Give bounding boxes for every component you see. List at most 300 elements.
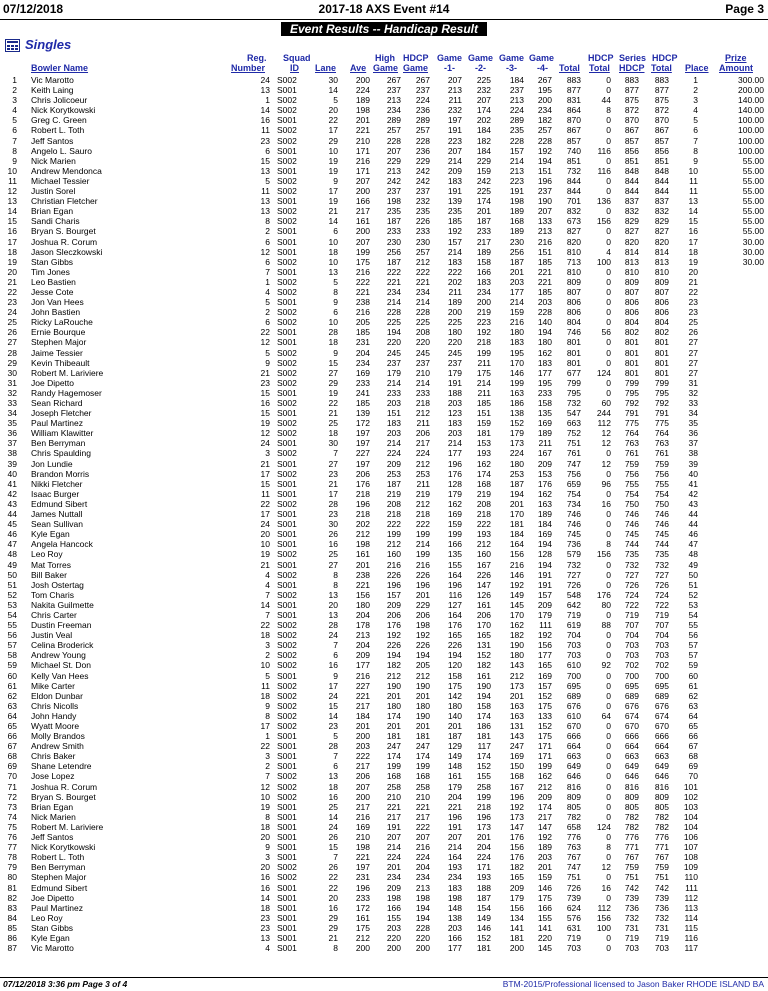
reg-number: 1 <box>265 731 270 742</box>
col-high-2: Game <box>373 63 399 73</box>
col-place: Place <box>685 63 709 73</box>
total: 659 <box>566 478 581 489</box>
game-2: 258 <box>476 781 491 792</box>
row-number: 55 <box>7 620 17 631</box>
game-1: 187 <box>447 731 462 742</box>
hdcp-grand-total: 792 <box>654 398 669 408</box>
place: 51 <box>688 579 698 590</box>
hdcp-game: 207 <box>415 832 430 843</box>
place: 8 <box>693 145 698 156</box>
series-hdcp: 806 <box>624 297 639 308</box>
game-2: 219 <box>476 307 491 318</box>
place: 113 <box>684 902 698 913</box>
total: 782 <box>566 811 581 822</box>
game-3: 289 <box>509 115 524 126</box>
game-4: 162 <box>537 347 552 358</box>
game-4: 192 <box>537 630 552 641</box>
table-row <box>0 186 768 196</box>
row-number: 83 <box>7 902 17 913</box>
squad-id: S002 <box>277 317 297 328</box>
game-1: 164 <box>447 852 462 863</box>
squad-id: S002 <box>277 620 297 631</box>
table-row <box>0 883 768 893</box>
game-4: 140 <box>537 317 552 328</box>
prize-amount: 300.00 <box>738 75 764 85</box>
hdcp-grand-total: 750 <box>654 498 669 509</box>
place: 37 <box>688 438 698 449</box>
hdcp-game: 222 <box>415 266 430 277</box>
hdcp-total: 116 <box>597 165 611 176</box>
game-1: 211 <box>448 95 462 106</box>
hdcp-game: 226 <box>415 569 430 580</box>
game-3: 187 <box>509 478 524 489</box>
total: 804 <box>566 317 581 328</box>
game-2: 202 <box>476 115 491 126</box>
total: 827 <box>566 226 581 237</box>
row-number: 72 <box>7 791 17 802</box>
game-1: 180 <box>447 327 462 338</box>
table-row <box>0 943 768 953</box>
squad-id: S002 <box>277 589 297 600</box>
lane: 19 <box>328 387 338 398</box>
report-title: Event Results -- Handicap Result <box>281 22 487 36</box>
series-hdcp: 750 <box>624 498 639 509</box>
high-game: 217 <box>386 811 401 822</box>
lane: 30 <box>328 519 338 530</box>
game-3: 216 <box>509 559 524 570</box>
squad-id: S001 <box>277 509 297 520</box>
prize-amount: 30.00 <box>742 256 764 267</box>
series-hdcp: 801 <box>624 337 639 348</box>
prize-amount: 100.00 <box>738 125 764 136</box>
hdcp-total: 0 <box>606 206 611 217</box>
game-1: 183 <box>447 882 462 893</box>
hdcp-grand-total: 848 <box>654 165 669 176</box>
bowler-name: Keith Laing <box>31 85 74 96</box>
hdcp-total: 16 <box>601 498 611 509</box>
series-hdcp: 759 <box>624 458 639 469</box>
table-row <box>0 307 768 317</box>
hdcp-grand-total: 731 <box>654 922 669 933</box>
lane: 18 <box>328 781 338 792</box>
reg-number: 9 <box>265 700 270 711</box>
place: 109 <box>683 862 698 873</box>
squad-id: S001 <box>277 145 297 156</box>
series-hdcp: 727 <box>624 569 639 580</box>
total: 816 <box>566 781 581 792</box>
total: 719 <box>566 932 581 943</box>
hdcp-game: 229 <box>415 155 430 166</box>
table-row <box>0 852 768 862</box>
game-1: 177 <box>447 448 462 459</box>
hdcp-total: 0 <box>606 943 611 954</box>
squad-id: S002 <box>277 468 297 479</box>
series-hdcp: 801 <box>624 367 639 378</box>
game-2: 147 <box>476 579 491 590</box>
game-2: 193 <box>476 529 491 540</box>
average: 172 <box>355 418 370 429</box>
lane: 24 <box>328 690 338 701</box>
total: 713 <box>566 256 581 267</box>
reg-number: 8 <box>265 710 270 721</box>
place: 2 <box>693 85 698 96</box>
game-2: 222 <box>476 519 491 530</box>
bowler-name: Jon Lundie <box>31 458 73 469</box>
hdcp-total: 12 <box>601 428 611 439</box>
game-2: 225 <box>476 186 491 197</box>
row-number: 16 <box>7 226 17 237</box>
bowler-name: Eldon Dunbar <box>31 690 83 701</box>
table-row <box>0 479 768 489</box>
place: 59 <box>688 660 698 671</box>
game-1: 194 <box>447 650 462 661</box>
table-row <box>0 671 768 681</box>
place: 47 <box>688 539 698 550</box>
game-4: 195 <box>537 85 552 96</box>
average: 207 <box>355 175 370 186</box>
place: 114 <box>684 912 698 923</box>
place: 106 <box>683 832 698 843</box>
average: 218 <box>355 488 370 499</box>
row-number: 3 <box>12 95 17 106</box>
reg-number: 1 <box>265 276 270 287</box>
game-3: 177 <box>509 286 524 297</box>
game-4: 167 <box>537 448 552 459</box>
table-row <box>0 499 768 509</box>
hdcp-game: 220 <box>415 337 430 348</box>
average: 231 <box>355 872 370 883</box>
hdcp-total: 0 <box>606 801 611 812</box>
game-4: 171 <box>537 751 552 762</box>
game-1: 148 <box>447 902 462 913</box>
game-3: 176 <box>509 852 524 863</box>
high-game: 194 <box>386 327 401 338</box>
game-2: 174 <box>476 196 491 207</box>
lane: 14 <box>328 710 338 721</box>
hdcp-game: 211 <box>416 418 430 429</box>
hdcp-total: 0 <box>606 448 611 459</box>
high-game: 214 <box>386 438 401 449</box>
average: 227 <box>355 448 370 459</box>
col-bowler-name: Bowler Name <box>31 63 89 73</box>
squad-id: S002 <box>277 700 297 711</box>
high-game: 237 <box>386 186 401 197</box>
hdcp-total: 12 <box>601 862 611 873</box>
game-1: 148 <box>447 761 462 772</box>
reg-number: 10 <box>260 539 270 550</box>
squad-id: S001 <box>277 599 297 610</box>
average: 231 <box>355 337 370 348</box>
lane: 14 <box>328 85 338 96</box>
game-3: 201 <box>509 266 524 277</box>
table-row <box>0 297 768 307</box>
series-hdcp: 805 <box>624 801 639 812</box>
hdcp-total: 136 <box>596 196 611 207</box>
high-game: 209 <box>386 599 401 610</box>
average: 198 <box>355 539 370 550</box>
bowler-name: Stan Gibbs <box>31 256 74 267</box>
squad-id: S002 <box>277 791 297 802</box>
game-2: 182 <box>476 660 491 671</box>
reg-number: 2 <box>265 650 270 661</box>
high-game: 198 <box>386 892 401 903</box>
high-game: 267 <box>386 75 401 85</box>
total: 732 <box>566 165 581 176</box>
game-2: 226 <box>476 569 491 580</box>
game-1: 129 <box>447 741 462 752</box>
hdcp-game: 213 <box>415 882 430 893</box>
high-game: 237 <box>386 85 401 96</box>
hdcp-total: 0 <box>606 317 611 328</box>
table-row <box>0 337 768 347</box>
place: 6 <box>693 125 698 136</box>
hdcp-grand-total: 814 <box>654 246 669 257</box>
hdcp-total: 0 <box>606 266 611 277</box>
hdcp-grand-total: 804 <box>654 317 669 328</box>
series-hdcp: 736 <box>624 902 639 913</box>
game-3: 150 <box>509 761 524 772</box>
game-4: 196 <box>537 175 552 186</box>
table-row <box>0 75 768 85</box>
hdcp-grand-total: 829 <box>654 216 669 227</box>
table-row <box>0 438 768 448</box>
total: 747 <box>566 862 581 873</box>
row-number: 69 <box>7 761 17 772</box>
hdcp-grand-total: 676 <box>654 700 669 711</box>
squad-id: S001 <box>277 478 297 489</box>
table-row <box>0 257 768 267</box>
bowler-name: Nick Marien <box>31 811 76 822</box>
table-row <box>0 85 768 95</box>
high-game: 213 <box>386 95 401 106</box>
reg-number: 8 <box>265 216 270 227</box>
place: 31 <box>688 377 698 388</box>
bowler-name: Kevin Thibeault <box>31 357 90 368</box>
game-3: 159 <box>509 307 524 318</box>
hdcp-grand-total: 703 <box>654 943 669 954</box>
series-hdcp: 764 <box>624 428 639 439</box>
place: 55 <box>688 620 698 631</box>
high-game: 198 <box>386 196 401 207</box>
hdcp-grand-total: 877 <box>654 85 669 96</box>
hdcp-total: 0 <box>606 307 611 318</box>
average: 221 <box>355 125 370 136</box>
squad-id: S001 <box>277 529 297 540</box>
squad-id: S002 <box>277 206 297 217</box>
footer-divider <box>0 977 768 978</box>
squad-id: S002 <box>277 377 297 388</box>
hdcp-grand-total: 670 <box>654 721 669 731</box>
bowler-name: Paul Martinez <box>31 418 83 429</box>
hdcp-game: 206 <box>415 609 430 620</box>
table-row <box>0 156 768 166</box>
hdcp-game: 229 <box>415 599 430 610</box>
series-hdcp: 703 <box>624 650 639 661</box>
squad-id: S001 <box>277 811 297 822</box>
reg-number: 18 <box>260 630 270 641</box>
bowler-name: Dustin Freeman <box>31 620 92 631</box>
table-row <box>0 660 768 670</box>
average: 210 <box>355 135 370 146</box>
hdcp-total: 0 <box>606 337 611 348</box>
place: 17 <box>688 236 698 247</box>
bowler-name: Chris Jolicoeur <box>31 95 88 106</box>
hdcp-grand-total: 724 <box>654 589 669 600</box>
game-3: 213 <box>509 95 524 106</box>
lane: 25 <box>328 549 338 560</box>
high-game: 203 <box>386 428 401 439</box>
game-4: 213 <box>537 226 552 237</box>
game-1: 201 <box>447 721 462 731</box>
row-number: 19 <box>7 256 17 267</box>
series-hdcp: 813 <box>624 256 639 267</box>
bowler-name: Ben Berryman <box>31 438 86 449</box>
game-4: 191 <box>537 569 552 580</box>
series-hdcp: 726 <box>624 579 639 590</box>
high-game: 208 <box>386 498 401 509</box>
table-row <box>0 630 768 640</box>
total: 751 <box>566 872 581 883</box>
bowler-name: Joseph Fletcher <box>31 408 92 419</box>
lane: 18 <box>328 246 338 257</box>
bowler-name: Brandon Morris <box>31 468 90 479</box>
table-row <box>0 600 768 610</box>
hdcp-game: 210 <box>415 791 430 802</box>
squad-id: S001 <box>277 519 297 530</box>
total: 704 <box>566 630 581 641</box>
series-hdcp: 872 <box>624 105 639 116</box>
game-4: 169 <box>537 418 552 429</box>
prize-amount: 55.00 <box>742 216 764 227</box>
series-hdcp: 649 <box>624 761 639 772</box>
total: 579 <box>566 549 581 560</box>
hdcp-total: 0 <box>606 751 611 762</box>
bowler-name: Tim Jones <box>31 266 70 277</box>
game-4: 189 <box>537 842 552 853</box>
reg-number: 15 <box>260 408 270 419</box>
lane: 10 <box>328 317 338 328</box>
game-4: 162 <box>537 771 552 782</box>
place: 43 <box>688 498 698 509</box>
bowler-name: Ben Berryman <box>31 862 86 873</box>
hdcp-total: 0 <box>606 186 611 197</box>
reg-number: 7 <box>265 771 270 782</box>
row-number: 56 <box>7 630 17 641</box>
reg-number: 6 <box>265 317 270 328</box>
game-2: 190 <box>476 680 491 691</box>
average: 217 <box>355 761 370 772</box>
series-hdcp: 809 <box>624 276 639 287</box>
high-game: 199 <box>386 761 401 772</box>
high-game: 229 <box>386 155 401 166</box>
row-number: 84 <box>7 912 17 923</box>
table-row <box>0 640 768 650</box>
bowler-name: Vic Marotto <box>31 943 74 954</box>
bowler-name: Tom Charis <box>31 589 74 600</box>
series-hdcp: 703 <box>624 640 639 651</box>
game-3: 147 <box>509 821 524 832</box>
hdcp-game: 225 <box>415 317 430 328</box>
place: 26 <box>688 327 698 338</box>
place: 3 <box>693 95 698 106</box>
lane: 9 <box>333 347 338 358</box>
game-1: 196 <box>447 458 462 469</box>
bowler-name: Wyatt Moore <box>31 721 80 731</box>
bowler-name: Jose Lopez <box>31 771 75 782</box>
hdcp-grand-total: 806 <box>654 297 669 308</box>
lane: 10 <box>328 145 338 156</box>
reg-number: 21 <box>260 458 270 469</box>
place: 23 <box>688 297 698 308</box>
average: 203 <box>355 741 370 752</box>
row-number: 23 <box>7 297 17 308</box>
bowler-name: Vic Marotto <box>31 75 74 85</box>
game-1: 213 <box>447 85 462 96</box>
hdcp-game: 216 <box>415 559 430 570</box>
high-game: 207 <box>386 145 401 156</box>
table-row <box>0 872 768 882</box>
high-game: 228 <box>386 307 401 318</box>
hdcp-total: 156 <box>596 216 611 227</box>
squad-id: S002 <box>277 357 297 368</box>
hdcp-grand-total: 776 <box>654 832 669 843</box>
game-4: 217 <box>537 811 552 822</box>
row-number: 33 <box>7 398 17 408</box>
reg-number: 23 <box>260 377 270 388</box>
game-3: 157 <box>509 145 524 156</box>
squad-id: S002 <box>277 367 297 378</box>
reg-number: 12 <box>260 246 270 257</box>
game-3: 173 <box>509 438 524 449</box>
game-1: 196 <box>447 579 462 590</box>
hdcp-grand-total: 795 <box>654 387 669 398</box>
place: 19 <box>688 256 698 267</box>
game-2: 242 <box>476 175 491 186</box>
game-4: 182 <box>537 115 552 126</box>
game-4: 192 <box>537 832 552 843</box>
game-2: 199 <box>476 347 491 358</box>
squad-id: S001 <box>277 297 297 308</box>
squad-id: S002 <box>277 105 297 116</box>
series-hdcp: 810 <box>624 266 639 277</box>
hdcp-grand-total: 771 <box>654 842 669 853</box>
row-number: 62 <box>7 690 17 701</box>
table-row <box>0 519 768 529</box>
reg-number: 14 <box>260 105 270 116</box>
average: 206 <box>355 771 370 782</box>
place: 104 <box>683 811 698 822</box>
squad-id: S001 <box>277 932 297 943</box>
hdcp-game: 257 <box>415 246 430 257</box>
reg-number: 13 <box>260 85 270 96</box>
hdcp-game: 218 <box>415 398 430 408</box>
squad-id: S001 <box>277 236 297 247</box>
row-number: 2 <box>12 85 17 96</box>
table-row <box>0 418 768 428</box>
game-3: 214 <box>509 297 524 308</box>
series-hdcp: 827 <box>624 226 639 237</box>
high-game: 226 <box>386 569 401 580</box>
game-4: 146 <box>537 882 552 893</box>
game-3: 138 <box>509 408 524 419</box>
place: 56 <box>688 630 698 641</box>
squad-id: S002 <box>277 771 297 782</box>
game-1: 191 <box>447 125 462 136</box>
game-2: 151 <box>476 408 491 419</box>
table-row <box>0 136 768 146</box>
table-row <box>0 650 768 660</box>
game-1: 203 <box>447 398 462 408</box>
